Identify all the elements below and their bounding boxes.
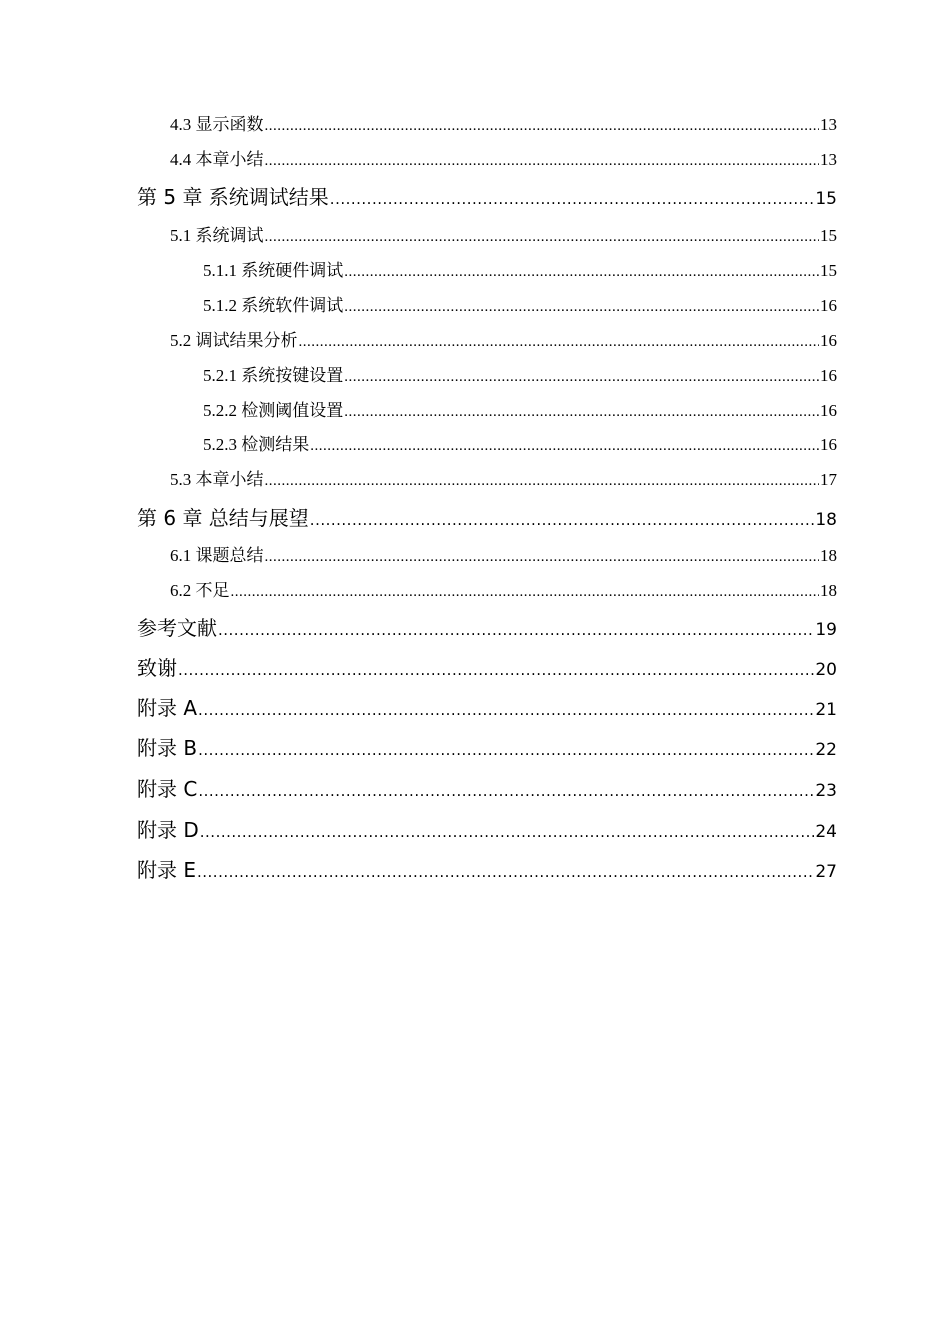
toc-entry-page: 15 <box>815 189 837 209</box>
toc-entry-6-2[interactable] <box>170 582 837 600</box>
toc-entry-page: 22 <box>815 740 837 760</box>
toc-entry-chapter-6[interactable] <box>137 508 837 529</box>
toc-entry-appendix-a[interactable] <box>137 698 837 719</box>
toc-entry-page: 27 <box>815 862 837 882</box>
toc-entry-page: 15 <box>820 261 837 280</box>
toc-entry-page: 19 <box>815 620 837 640</box>
dot-leader <box>265 550 820 565</box>
toc-entry-page: 16 <box>820 331 837 350</box>
dot-leader <box>344 370 819 385</box>
toc-entry-label: 5.2.2 检测阈值设置 <box>203 401 344 420</box>
toc-entry-label: 5.1.2 系统软件调试 <box>203 296 344 315</box>
toc-entry-label: 附录 C <box>137 777 198 801</box>
toc-entry-page: 16 <box>820 401 837 420</box>
dot-leader <box>200 825 815 840</box>
dot-leader <box>344 405 819 420</box>
dot-leader <box>265 474 820 489</box>
toc-entry-label: 6.1 课题总结 <box>170 546 264 565</box>
toc-entry-label: 5.2.1 系统按键设置 <box>203 366 344 385</box>
dot-leader <box>198 703 814 718</box>
toc-entry-page: 15 <box>820 226 837 245</box>
toc-entry-page: 18 <box>815 510 837 530</box>
toc-entry-label: 5.1.1 系统硬件调试 <box>203 261 344 280</box>
dot-leader <box>330 192 815 207</box>
toc-entry-acknowledgements[interactable] <box>137 658 837 679</box>
dot-leader <box>218 623 814 638</box>
toc-entry-page: 16 <box>820 296 837 315</box>
dot-leader <box>265 119 820 134</box>
dot-leader <box>178 663 814 678</box>
toc-entry-label: 5.3 本章小结 <box>170 470 264 489</box>
toc-entry-references[interactable] <box>137 618 837 639</box>
toc-entry-page: 24 <box>815 822 837 842</box>
toc-entry-chapter-5[interactable] <box>137 187 837 208</box>
toc-entry-label: 致谢 <box>137 656 177 680</box>
toc-entry-page: 18 <box>820 546 837 565</box>
dot-leader <box>344 300 819 315</box>
toc-entry-5-2[interactable] <box>170 332 837 350</box>
toc-entry-label: 5.1 系统调试 <box>170 226 264 245</box>
toc-entry-page: 16 <box>820 366 837 385</box>
toc-entry-appendix-c[interactable] <box>137 779 837 800</box>
toc-entry-5-2-1[interactable] <box>203 367 837 385</box>
toc-entry-4-3[interactable] <box>170 116 837 134</box>
dot-leader <box>231 585 820 600</box>
toc-entry-5-3[interactable] <box>170 471 837 489</box>
toc-entry-6-1[interactable] <box>170 547 837 565</box>
dot-leader <box>197 865 814 880</box>
toc-entry-label: 4.3 显示函数 <box>170 115 264 134</box>
toc-entry-5-1[interactable] <box>170 227 837 245</box>
toc-entry-label: 5.2 调试结果分析 <box>170 331 298 350</box>
toc-entry-appendix-b[interactable] <box>137 738 837 759</box>
toc-entry-label: 参考文献 <box>137 616 217 640</box>
toc-entry-appendix-d[interactable] <box>137 820 837 841</box>
toc-entry-5-2-2[interactable] <box>203 402 837 420</box>
toc-entry-label: 附录 E <box>137 858 196 882</box>
toc-entry-page: 23 <box>815 781 837 801</box>
dot-leader <box>310 439 819 454</box>
toc-entry-label: 第 5 章 系统调试结果 <box>137 185 329 209</box>
toc-entry-page: 13 <box>820 115 837 134</box>
toc-entry-label: 第 6 章 总结与展望 <box>137 506 309 530</box>
toc-entry-label: 4.4 本章小结 <box>170 150 264 169</box>
toc-entry-5-1-2[interactable] <box>203 297 837 315</box>
toc-entry-page: 20 <box>815 660 837 680</box>
dot-leader <box>344 265 819 280</box>
toc-entry-appendix-e[interactable] <box>137 860 837 881</box>
toc-entry-page: 13 <box>820 150 837 169</box>
dot-leader <box>299 335 820 350</box>
dot-leader <box>265 154 820 169</box>
toc-entry-label: 附录 B <box>137 736 198 760</box>
toc-entry-4-4[interactable] <box>170 151 837 169</box>
dot-leader <box>310 513 815 528</box>
toc-entry-label: 附录 A <box>137 696 198 720</box>
toc-entry-label: 6.2 不足 <box>170 581 230 600</box>
dot-leader <box>198 784 814 799</box>
toc-entry-5-2-3[interactable] <box>203 436 837 454</box>
toc-entry-page: 18 <box>820 581 837 600</box>
toc-entry-page: 17 <box>820 470 837 489</box>
toc-entry-label: 附录 D <box>137 818 199 842</box>
toc-entry-label: 5.2.3 检测结果 <box>203 435 310 454</box>
dot-leader <box>198 743 814 758</box>
dot-leader <box>265 230 820 245</box>
toc-entry-page: 21 <box>815 700 837 720</box>
toc-entry-page: 16 <box>820 435 837 454</box>
toc-entry-5-1-1[interactable] <box>203 262 837 280</box>
